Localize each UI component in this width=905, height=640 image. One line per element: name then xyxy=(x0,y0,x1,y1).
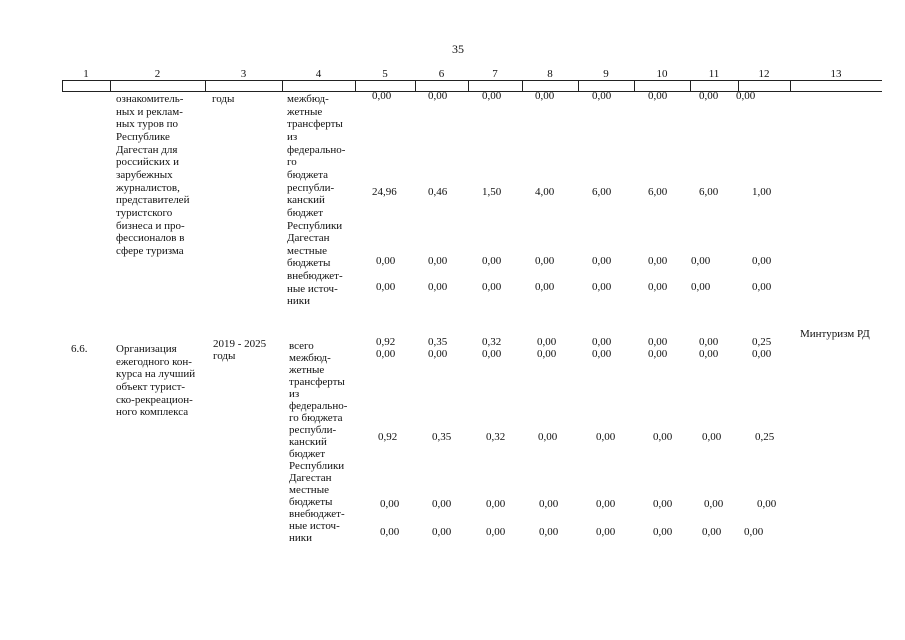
row2-value-rb: 0,00 xyxy=(702,431,722,443)
row1-source-line: внебюджет- xyxy=(287,270,343,283)
row1-source-line: бюджеты xyxy=(287,257,331,270)
header-separator xyxy=(634,80,635,92)
row2-value-mbt: 0,00 xyxy=(592,348,612,360)
header-cell-2: 2 xyxy=(154,68,161,80)
row2-source-line: республи- xyxy=(289,424,337,436)
row1-source-line: трансферты xyxy=(287,118,343,131)
row2-source-line: всего xyxy=(289,340,314,352)
row2-period-line: годы xyxy=(213,350,236,362)
row2-source-line: го бюджета xyxy=(289,412,343,424)
row2-value-mb: 0,00 xyxy=(432,498,452,510)
row2-source-line: местные xyxy=(289,484,329,496)
row1-value-mbt: 0,00 xyxy=(736,90,756,102)
row1-value-mb: 0,00 xyxy=(648,255,668,267)
row1-value-vb: 0,00 xyxy=(482,281,502,293)
row2-value-mb: 0,00 xyxy=(380,498,400,510)
row1-source-line: межбюд- xyxy=(287,93,329,105)
row2-value-total: 0,00 xyxy=(592,336,612,348)
row1-source-line: Республики xyxy=(287,219,343,232)
row2-value-mbt: 0,00 xyxy=(376,348,396,360)
row2-executor: Минтуризм РД xyxy=(800,328,870,340)
row1-value-rb: 0,46 xyxy=(428,186,448,198)
row2-value-mb: 0,00 xyxy=(653,498,673,510)
row2-value-vb: 0,00 xyxy=(744,526,764,538)
row1-source-line: федерально- xyxy=(287,143,346,156)
header-separator xyxy=(578,80,579,92)
row2-value-rb: 0,32 xyxy=(486,431,506,443)
header-cell-3: 3 xyxy=(240,68,247,80)
header-cell-11: 11 xyxy=(708,68,720,80)
row1-source-line: Дагестан xyxy=(287,232,330,245)
row1-name-line: бизнеса и про- xyxy=(116,219,185,232)
row2-value-total: 0,00 xyxy=(699,336,719,348)
row1-source-line: республи- xyxy=(287,181,335,194)
header-separator xyxy=(205,80,206,92)
row1-value-mb: 0,00 xyxy=(691,255,711,267)
row2-source-line: бюджеты xyxy=(289,496,333,508)
row1-value-vb: 0,00 xyxy=(752,281,772,293)
row1-value-mbt: 0,00 xyxy=(592,90,612,102)
row2-value-rb: 0,35 xyxy=(432,431,452,443)
row1-source-line: ники xyxy=(287,295,311,308)
row2-period-line: 2019 - 2025 xyxy=(213,338,267,350)
header-cell-7: 7 xyxy=(492,68,498,80)
row2-value-mbt: 0,00 xyxy=(428,348,448,360)
row1-value-mb: 0,00 xyxy=(592,255,612,267)
row1-value-mb: 0,00 xyxy=(428,255,448,267)
row1-source-line: жетные xyxy=(287,105,323,118)
row2-value-mbt: 0,00 xyxy=(648,348,668,360)
row2-name-line: ежегодного кон- xyxy=(116,355,192,368)
row1-source-line: го xyxy=(287,156,297,169)
row2-value-mbt: 0,00 xyxy=(699,348,719,360)
row1-source-line: из xyxy=(287,130,298,143)
header-separator xyxy=(522,80,523,92)
header-top-rule xyxy=(62,80,882,81)
header-separator xyxy=(415,80,416,92)
row1-value-rb: 4,00 xyxy=(535,186,555,198)
row2-value-vb: 0,00 xyxy=(596,526,616,538)
row2-value-mb: 0,00 xyxy=(596,498,616,510)
header-cell-1: 1 xyxy=(83,68,89,80)
header-cell-12: 12 xyxy=(758,68,770,80)
row2-value-vb: 0,00 xyxy=(539,526,559,538)
row1-value-rb: 6,00 xyxy=(648,186,668,198)
row2-source-line: Дагестан xyxy=(289,472,332,484)
row2-name-line: Организация xyxy=(116,343,177,355)
row1-source-line: канский xyxy=(287,194,325,207)
header-bottom-rule xyxy=(62,91,882,92)
row1-value-rb: 6,00 xyxy=(592,186,612,198)
row1-name-line: Дагестан для xyxy=(116,143,178,156)
header-separator xyxy=(110,80,111,92)
row1-value-rb: 1,00 xyxy=(752,186,772,198)
row1-source-line: бюджет xyxy=(287,206,323,219)
row1-value-vb: 0,00 xyxy=(691,281,711,293)
row2-value-vb: 0,00 xyxy=(380,526,400,538)
row1-source-line: ные источ- xyxy=(287,282,338,295)
header-separator xyxy=(282,80,283,92)
row1-source-line: местные xyxy=(287,244,327,257)
header-cell-5: 5 xyxy=(382,68,388,80)
row2-value-mb: 0,00 xyxy=(486,498,506,510)
row1-value-vb: 0,00 xyxy=(428,281,448,293)
header-cell-6: 6 xyxy=(438,68,445,80)
row1-name-line: российских и xyxy=(116,156,180,169)
row2-source-line: трансферты xyxy=(289,376,345,388)
header-cell-4: 4 xyxy=(315,68,322,80)
header-separator xyxy=(690,80,691,92)
row2-value-mb: 0,00 xyxy=(704,498,724,510)
row2-value-rb: 0,92 xyxy=(378,431,398,443)
row2-name-line: курса на лучший xyxy=(116,368,196,381)
row2-value-total: 0,35 xyxy=(428,336,448,348)
row1-value-vb: 0,00 xyxy=(376,281,396,293)
row1-value-vb: 0,00 xyxy=(535,281,555,293)
row1-value-mb: 0,00 xyxy=(482,255,502,267)
row2-name-line: ско-рекреацион- xyxy=(116,393,193,406)
row2-name-line: ного комплекса xyxy=(116,406,189,419)
row2-number: 6.6. xyxy=(71,343,88,355)
row2-value-vb: 0,00 xyxy=(432,526,452,538)
header-separator xyxy=(790,80,791,92)
header-cell-13: 13 xyxy=(830,68,842,80)
row2-value-rb: 0,00 xyxy=(596,431,616,443)
row1-value-mb: 0,00 xyxy=(535,255,555,267)
row2-value-vb: 0,00 xyxy=(702,526,722,538)
page-number: 35 xyxy=(452,42,464,56)
row1-value-rb: 1,50 xyxy=(482,186,502,198)
row1-value-mbt: 0,00 xyxy=(648,90,668,102)
header-separator xyxy=(468,80,469,92)
row2-name-line: объект турист- xyxy=(116,380,186,393)
header-separator xyxy=(62,80,63,92)
row1-value-mbt: 0,00 xyxy=(482,90,502,102)
row1-value-rb: 6,00 xyxy=(699,186,719,198)
row1-value-vb: 0,00 xyxy=(648,281,668,293)
row2-source-line: ные источ- xyxy=(289,520,340,532)
header-separator xyxy=(355,80,356,92)
header-cell-10: 10 xyxy=(656,68,668,80)
row2-source-line: внебюджет- xyxy=(289,508,345,520)
row2-value-rb: 0,00 xyxy=(538,431,558,443)
row2-source-line: межбюд- xyxy=(289,352,331,364)
row2-source-line: ники xyxy=(289,532,313,544)
row1-name-line: ознакомитель- xyxy=(116,93,184,105)
row1-name-line: журналистов, xyxy=(116,181,180,194)
row2-value-total: 0,92 xyxy=(376,336,396,348)
header-cell-8: 8 xyxy=(547,68,553,80)
row2-source-line: жетные xyxy=(289,364,325,376)
row2-source-line: из xyxy=(289,388,300,400)
row1-name-line: зарубежных xyxy=(116,168,173,181)
row1-value-mb: 0,00 xyxy=(752,255,772,267)
row1-period: годы xyxy=(212,93,235,105)
row2-value-mbt: 0,00 xyxy=(752,348,772,360)
row1-value-mbt: 0,00 xyxy=(428,90,448,102)
row1-name-line: ных и реклам- xyxy=(116,105,183,118)
row2-value-mb: 0,00 xyxy=(539,498,559,510)
row1-name-line: ных туров по xyxy=(116,118,179,131)
row2-source-line: Республики xyxy=(289,460,345,472)
row2-value-vb: 0,00 xyxy=(653,526,673,538)
row2-source-line: канский xyxy=(289,436,327,448)
row2-value-total: 0,00 xyxy=(648,336,668,348)
row1-value-mbt: 0,00 xyxy=(372,90,392,102)
row2-value-rb: 0,00 xyxy=(653,431,673,443)
row2-value-total: 0,25 xyxy=(752,336,772,348)
row2-value-total: 0,32 xyxy=(482,336,502,348)
row2-value-mbt: 0,00 xyxy=(482,348,502,360)
row2-source-line: федерально- xyxy=(289,400,348,412)
header-cell-9: 9 xyxy=(603,68,609,80)
row1-name-line: представителей xyxy=(116,194,190,207)
row2-value-rb: 0,25 xyxy=(755,431,775,443)
row1-name-line: Республике xyxy=(116,130,170,143)
row2-value-total: 0,00 xyxy=(537,336,557,348)
row1-name-line: сфере туризма xyxy=(116,244,184,257)
row1-name-line: туристского xyxy=(116,206,173,219)
row1-value-mbt: 0,00 xyxy=(535,90,555,102)
row1-value-vb: 0,00 xyxy=(592,281,612,293)
row2-source-line: бюджет xyxy=(289,448,325,460)
row1-source-line: бюджета xyxy=(287,168,329,181)
row2-value-mb: 0,00 xyxy=(757,498,777,510)
row2-value-vb: 0,00 xyxy=(486,526,506,538)
row1-value-mbt: 0,00 xyxy=(699,90,719,102)
row1-value-mb: 0,00 xyxy=(376,255,396,267)
row1-value-rb: 24,96 xyxy=(372,186,397,198)
row2-value-mbt: 0,00 xyxy=(537,348,557,360)
row1-name-line: фессионалов в xyxy=(116,232,185,245)
